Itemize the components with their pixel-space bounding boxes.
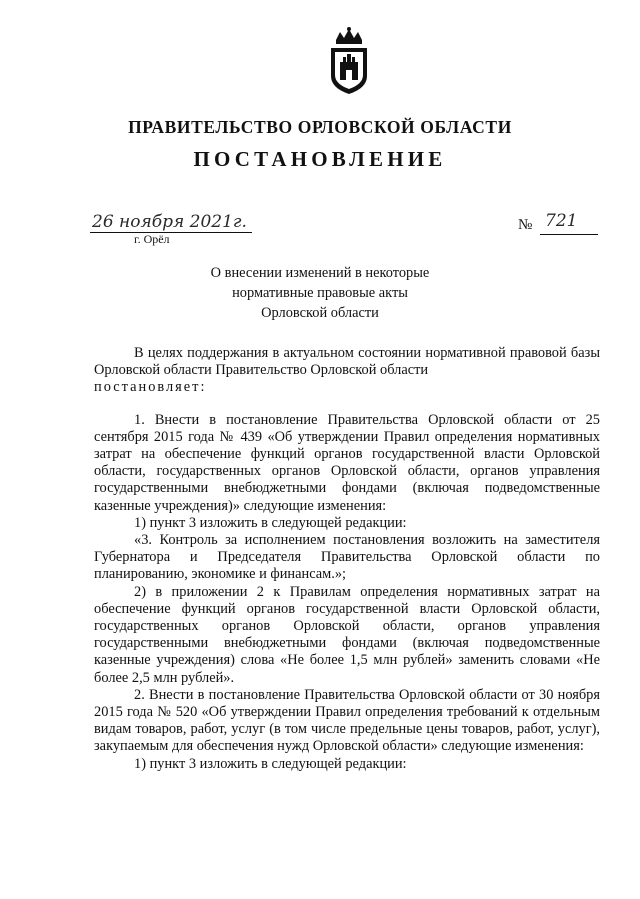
handwritten-date: 26 ноября 2021г.: [92, 212, 247, 232]
subitem-1-1-text: «3. Контроль за исполнением постановления возложить на заместителя Губернатора и Председателя Правительства Орловской области по планированию, экономике и финансам.»;: [94, 532, 600, 583]
number-label: №: [518, 217, 533, 233]
resolves-word: постановляет:: [94, 379, 207, 396]
document-type: ПОСТАНОВЛЕНИЕ: [193, 147, 447, 171]
preamble-paragraph: В целях поддержания в актуальном состоянии нормативной правовой базы Орловской области Правительство Орловской области: [94, 345, 600, 379]
paragraph-item-2: 2. Внести в постановление Правительства Орловской области от 30 ноября 2015 года № 520 «Об утверждении Правил определения требований к отдельным видам товаров, работ, услуг (в том числе предельные цены товаров, работ, услуг), закупаемым для обеспечения нужд Орловской области» следующие изменения:: [94, 686, 600, 755]
subitem-2-1: 1) пункт 3 изложить в следующей редакции:: [134, 755, 407, 772]
subject-line: нормативные правовые акты: [232, 285, 408, 301]
city-label: г. Орёл: [134, 232, 170, 246]
subitem-1-1: 1) пункт 3 изложить в следующей редакции:: [134, 514, 407, 531]
handwritten-number: 721: [545, 211, 578, 231]
subitem-1-2: 2) в приложении 2 к Правилам определения нормативных затрат на обеспечение функций органов государственной власти Орловской области, государственных органов Орловской области, органов управления государственными внебюджетными фондами (включая подведомственные казенные учреждения) слова «Не более 1,5 млн рублей» заменить словами «Не более 2,5 млн рублей».: [94, 583, 600, 686]
number-underline: [540, 234, 598, 235]
document-subject: [0, 263, 640, 323]
organization-title: ПРАВИТЕЛЬСТВО ОРЛОВСКОЙ ОБЛАСТИ: [128, 117, 512, 137]
date-underline: [90, 232, 252, 233]
subject-line: Орловской области: [261, 305, 379, 321]
paragraph-item-1: 1. Внести в постановление Правительства Орловской области от 25 сентября 2015 года № 439 «Об утверждении Правил определения нормативных затрат на обеспечение функций органов государственной власти Орловской области, государственных органов Орловской области, органов управления государственными внебюджетными фондами (включая подведомственные казенные учреждения)» следующие изменения:: [94, 411, 600, 514]
document-body: [94, 345, 600, 773]
subject-line: О внесении изменений в некоторые: [210, 265, 430, 281]
coat-of-arms-icon: [326, 26, 372, 96]
